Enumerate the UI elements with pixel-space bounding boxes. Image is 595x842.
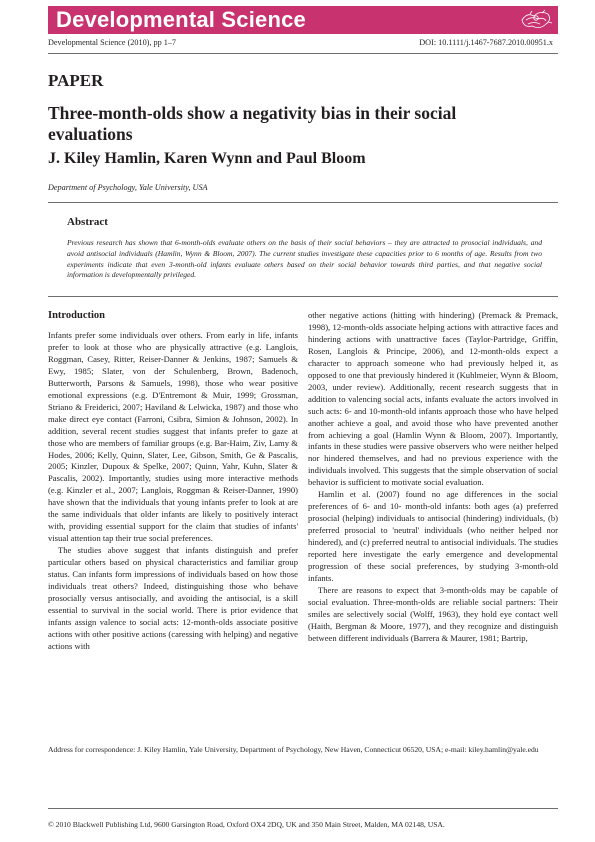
- article-type-label: PAPER: [48, 71, 104, 90]
- footer-rule: [48, 808, 558, 809]
- header-rule: [48, 53, 558, 54]
- abstract-bottom-rule: [48, 296, 558, 297]
- body-paragraph: There are reasons to expect that 3-month-olds may be capable of social evaluation. Three-month-olds are reliable social partners: Their smiles are selectively social (Wolff, 1963), they hold eye contact well (Haith, Bergman & Moore, 1977), and they recognize and distinguish between different individuals (Barrera & Maurer, 1981; Bartrip,: [308, 584, 558, 643]
- journal-banner: [48, 6, 558, 34]
- body-paragraph: The studies above suggest that infants distinguish and prefer particular others based on physical characteristics and familiar group status. Can infants form impressions of individuals based on how those individuals treat others? Indeed, distinguishing those who behave prosocially versus antisocially, and avoiding the antisocial, is a skill essential to survival in the social world. There is prior evidence that infants assign valence to social acts: 12-month-olds associate positive actions with other positive actions (caressing with helping) and negative actions with: [48, 545, 298, 651]
- affiliation: Department of Psychology, Yale University, USA: [48, 183, 208, 192]
- copyright-line: © 2010 Blackwell Publishing Ltd, 9600 Garsington Road, Oxford OX4 2DQ, UK and 350 Main Street, Malden, MA 02148, USA.: [48, 820, 445, 829]
- author-list: J. Kiley Hamlin, Karen Wynn and Paul Bloom: [48, 150, 366, 167]
- body-paragraph: other negative actions (hitting with hindering) (Premack & Premack, 1998), 12-month-olds associate helping actions with attractive faces and hindering actions with unattractive faces (Taylor-Partridge, Griffin, Rosen, Langlois & Principe, 2006), and 12-month-olds expect a character to approach someone who had previously helped it, as opposed to one that previously hindered it (Kuhlmeier, Wynn & Bloom, 2003, under review). Additionally, recent research suggests that in addition to valencing social acts, infants evaluate the actors involved in such acts: 6- and 10-month-old infants approach those who have helped another achieve a goal, and avoid those who have prevented another from achieving a goal (Hamlin Wynn & Bloom, 2007). Importantly, infants in these studies were passive observers who were neither helped nor hindered themselves, and had no previous experience with the individuals involved. This suggests that the simple observation of social behavior is sufficient to motivate social evaluation.: [308, 310, 558, 488]
- journal-name: Developmental Science: [56, 7, 306, 32]
- body-column-right: [308, 310, 558, 645]
- abstract-top-rule: [48, 202, 558, 203]
- correspondence-note: Address for correspondence: J. Kiley Hamlin, Yale University, Department of Psychology, New Haven, Connecticut 06520, USA; e-mail: kiley.hamlin@yale.edu: [48, 745, 539, 754]
- body-column-left: [48, 310, 298, 653]
- abstract-heading: Abstract: [67, 216, 108, 228]
- journal-logo-icon: [518, 8, 554, 32]
- body-paragraph: Infants prefer some individuals over others. From early in life, infants prefer to look at those who are physically attractive (e.g. Langlois, Roggman, Casey, Ritter, Reiser-Danner & Jenkins, 1987; Samuels & Ewy, 1985; Slater, von der Schulenberg, Brown, Badenoch, Butterworth, Parsons & Samuels, 1998), those who wear positive emotional expressions (e.g. D'Entremont & Muir, 1999; Grossman, Striano & Freiderici, 2007; Haviland & Lelwicka, 1987) and those who make direct eye contact (Farroni, Csibra, Simion & Johnson, 2002). In addition, several recent studies suggest that infants prefer to gaze at those who are members of familiar groups (e.g. Bar-Haim, Ziv, Lamy & Hodes, 2006; Kelly, Quinn, Slater, Lee, Gibson, Smith, Ge & Pascalis, 2005; Kinzler, Dupoux & Spelke, 2007; Quinn, Yahr, Kuhn, Slater & Pascalis, 2002). Importantly, studies using more interactive methods (e.g. Kinzler et al., 2007; Langlois, Roggman & Reiser-Danner, 1990) have shown that the individuals that young infants prefer to look at are the same individuals that older infants are likely to positively interact with, providing essential support for the claim that studies of infants' visual attention tap their true social preferences.: [48, 330, 298, 544]
- running-head-citation: Developmental Science (2010), pp 1–7: [48, 38, 177, 47]
- running-head-doi: DOI: 10.1111/j.1467-7687.2010.00951.x: [419, 38, 553, 47]
- article-title: Three-month-olds show a negativity bias in their social evaluations: [48, 103, 457, 144]
- body-paragraph: Hamlin et al. (2007) found no age differences in the social preferences of 6- and 10- month-old infants: both ages (a) preferred prosocial (helping) individuals to antisocial (hindering) individuals, (b) preferred prosocial to 'neutral' individuals (who neither helped nor hindered), and (c) preferred neutral to antisocial individuals. The studies reported here investigate the early emergence and developmental progression of these social preferences, by studying 3-month-old infants.: [308, 489, 558, 583]
- abstract-text: Previous research has shown that 6-month-olds evaluate others on the basis of their social behaviors – they are attracted to prosocial individuals, and avoid antisocial individuals (Hamlin, Wynn & Bloom, 2007). The current studies investigate these capacities prior to 6 months of age. Results from two experiments indicate that even 3-month-old infants evaluate others based on their social behavior towards third parties, and that negative social information is developmentally privileged.: [67, 238, 542, 280]
- section-heading: Introduction: [48, 310, 105, 321]
